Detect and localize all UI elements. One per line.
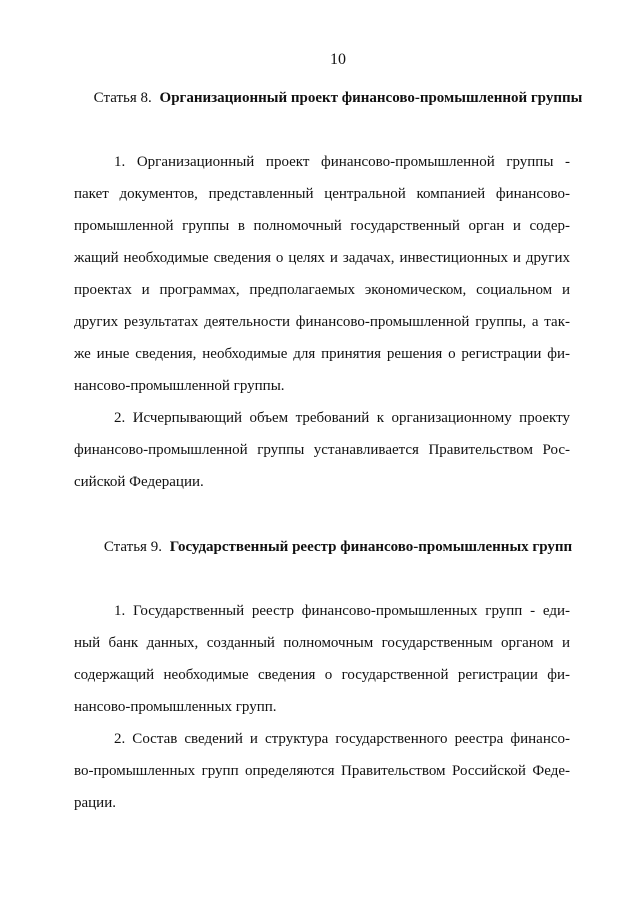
article-8-heading — [0, 88, 640, 108]
text-line: содержащий необходимые сведения о государственной регистрации фи- — [74, 667, 570, 683]
text-line: же иные сведения, необходимые для принятия решения о регистрации фи- — [74, 346, 570, 362]
text-line: сийской Федерации. — [74, 474, 204, 490]
text-line: 2. Состав сведений и структура государственного реестра финансо- — [114, 731, 570, 747]
text-line: проектах и программах, предполагаемых экономическом, социальном и — [74, 282, 570, 298]
text-line: других результатах деятельности финансово-промышленной группы, а так- — [74, 314, 570, 330]
article-8-title: Организационный проект финансово-промышленной группы — [159, 90, 583, 106]
text-line: 2. Исчерпывающий объем требований к организационному проекту — [114, 410, 570, 426]
text-line: пакет документов, представленный центральной компанией финансово- — [74, 186, 570, 202]
page-number: 10 — [330, 51, 346, 68]
text-line: ный банк данных, созданный полномочным государственным органом и — [74, 635, 570, 651]
text-line: во-промышленных групп определяются Правительством Российской Феде- — [74, 763, 570, 779]
article-9-heading — [0, 537, 640, 557]
article-9-title: Государственный реестр финансово-промышленных групп — [169, 539, 573, 555]
text-line: 1. Организационный проект финансово-промышленной группы - — [114, 154, 570, 170]
text-line: нансово-промышленных групп. — [74, 699, 277, 715]
text-line: рации. — [74, 795, 116, 811]
text-line: 1. Государственный реестр финансово-промышленных групп - еди- — [114, 603, 570, 619]
article-8-label: Статья 8. — [93, 90, 152, 106]
text-line: нансово-промышленной группы. — [74, 378, 285, 394]
text-line: жащий необходимые сведения о целях и задачах, инвестиционных и других — [74, 250, 570, 266]
article-9-label: Статья 9. — [103, 539, 162, 555]
text-line: финансово-промышленной группы устанавливается Правительством Рос- — [74, 442, 570, 458]
text-line: промышленной группы в полномочный государственный орган и содер- — [74, 218, 570, 234]
